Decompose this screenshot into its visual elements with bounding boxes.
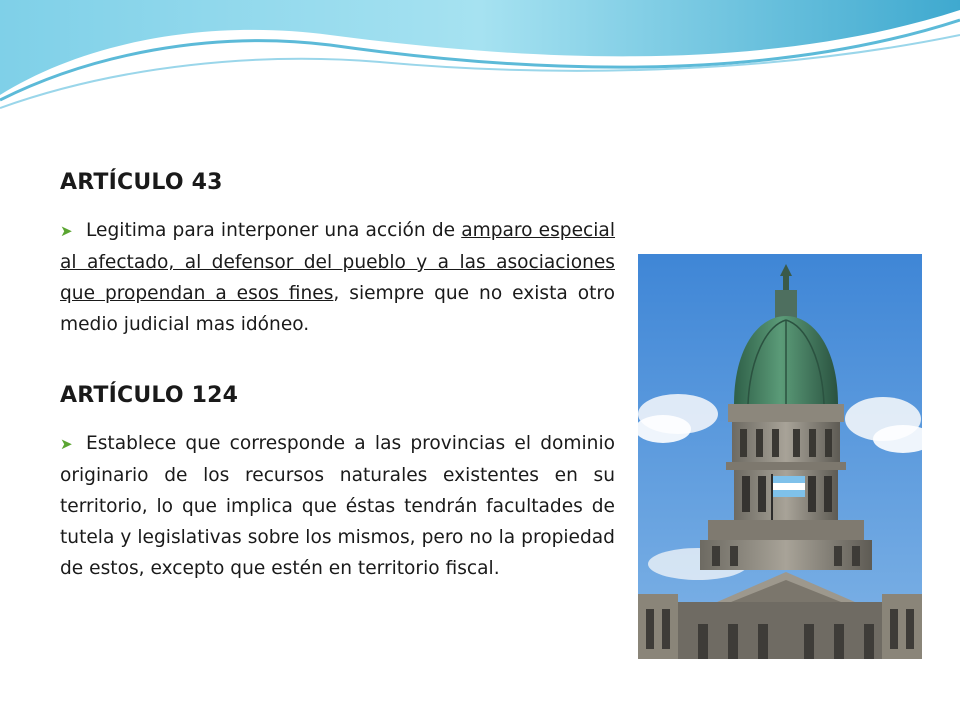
article-43-section <box>60 170 615 340</box>
article-43-paragraph <box>60 215 615 340</box>
slide-content <box>60 170 615 584</box>
article-43-text-before: Legitima para interponer una acción de <box>86 220 462 241</box>
decorative-wave-header <box>0 0 960 110</box>
arrow-bullet-icon: ➤ <box>60 222 73 240</box>
article-43-heading: ARTÍCULO 43 <box>60 170 223 195</box>
article-43-text-after: , siempre que no exista otro medio judicial mas idóneo. <box>60 283 615 335</box>
article-43-underlined-text: amparo especial al afectado, al defensor del pueblo y a las asociaciones que propendan a esos fines <box>60 220 615 304</box>
arrow-bullet-icon: ➤ <box>60 435 73 453</box>
article-124-heading: ARTÍCULO 124 <box>60 383 239 408</box>
article-124-section <box>60 383 615 584</box>
article-124-paragraph <box>60 428 615 584</box>
congress-dome-photo <box>638 254 922 659</box>
article-124-text: Establece que corresponde a las provincias el dominio originario de los recursos naturales existentes en su territorio, lo que implica que éstas tendrán facultades de tutela y legislativas sobre los mismos, pero no la propiedad de estos, excepto que estén en territorio fiscal. <box>60 433 615 579</box>
